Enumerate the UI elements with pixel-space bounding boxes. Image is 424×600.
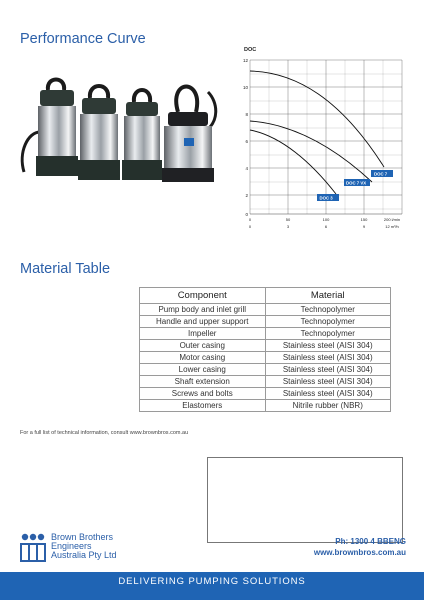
y-tick: 0 [245,212,248,217]
tag-doc3: DOC 3 [319,195,333,201]
curve-doc3 [250,130,336,194]
cell-component: Lower casing [140,364,266,376]
bbe-logo-icon [18,531,48,563]
y-tick: 10 [242,85,248,90]
cell-component: Impeller [140,328,266,340]
y-tick: 4 [245,166,248,171]
table-row [140,304,391,316]
cell-component: Screws and bolts [140,388,266,400]
performance-curve-title: Performance Curve [20,31,146,47]
table-header-row [140,288,391,304]
material-table [139,287,391,412]
blank-box [207,457,403,543]
x-tick-lpm: 150 [360,217,368,222]
cell-material: Nitrile rubber (NBR) [265,400,391,412]
cell-component: Outer casing [140,340,266,352]
x-tick-lpm: 200 l/min [383,217,401,222]
cell-component: Elastomers [140,400,266,412]
phone-number[interactable]: Ph: 1300 4 BBENG [335,537,406,546]
material-table-title: Material Table [20,261,111,277]
cell-material: Stainless steel (AISI 304) [265,388,391,400]
cell-component: Shaft extension [140,376,266,388]
tag-doc7: DOC 7 [374,171,388,177]
company-logo[interactable] [18,530,138,564]
x-tick-m3h: 6 [324,224,328,229]
cell-component: Motor casing [140,352,266,364]
x-tick-m3h: 12 m³/h [385,224,399,229]
cell-component: Pump body and inlet grill [140,304,266,316]
cell-material: Technopolymer [265,328,391,340]
table-row [140,328,391,340]
table-row [140,340,391,352]
y-tick: 12 [242,58,248,63]
cell-material: Stainless steel (AISI 304) [265,364,391,376]
chart-grid [250,60,402,214]
performance-curve-chart [236,44,406,234]
footnote: For a full list of technical information, consult www.brownbros.com.au [20,430,189,436]
x-tick-m3h: 3 [286,224,290,229]
table-row [140,364,391,376]
website-link[interactable]: www.brownbros.com.au [313,548,406,557]
y-tick: 6 [245,139,248,144]
header-material: Material [265,288,391,304]
logo-text-line2: Engineers [51,541,92,551]
curve-doc7vx [250,121,372,182]
x-tick-lpm: 100 [322,217,330,222]
chart-label: DOC [244,47,257,53]
x-tick-m3h: 0 [248,224,252,229]
y-tick: 8 [245,112,248,117]
cell-material: Stainless steel (AISI 304) [265,340,391,352]
cell-material: Technopolymer [265,304,391,316]
x-tick-lpm: 0 [248,217,252,222]
logo-text-line1: Brown Brothers [51,532,114,542]
table-row [140,316,391,328]
table-row [140,388,391,400]
logo-text-line3: Australia Pty Ltd [51,550,117,560]
footer-tagline: DELIVERING PUMPING SOLUTIONS [118,576,306,587]
cell-component: Handle and upper support [140,316,266,328]
tag-doc7vx: DOC 7 VX [346,180,367,186]
header-component: Component [140,288,266,304]
table-row [140,400,391,412]
y-tick: 2 [245,193,248,198]
table-row [140,352,391,364]
pump-product-photo [18,72,220,194]
x-tick-lpm: 50 [285,217,291,222]
cell-material: Stainless steel (AISI 304) [265,352,391,364]
cell-material: Technopolymer [265,316,391,328]
x-tick-m3h: 9 [362,224,366,229]
table-row [140,376,391,388]
cell-material: Stainless steel (AISI 304) [265,376,391,388]
